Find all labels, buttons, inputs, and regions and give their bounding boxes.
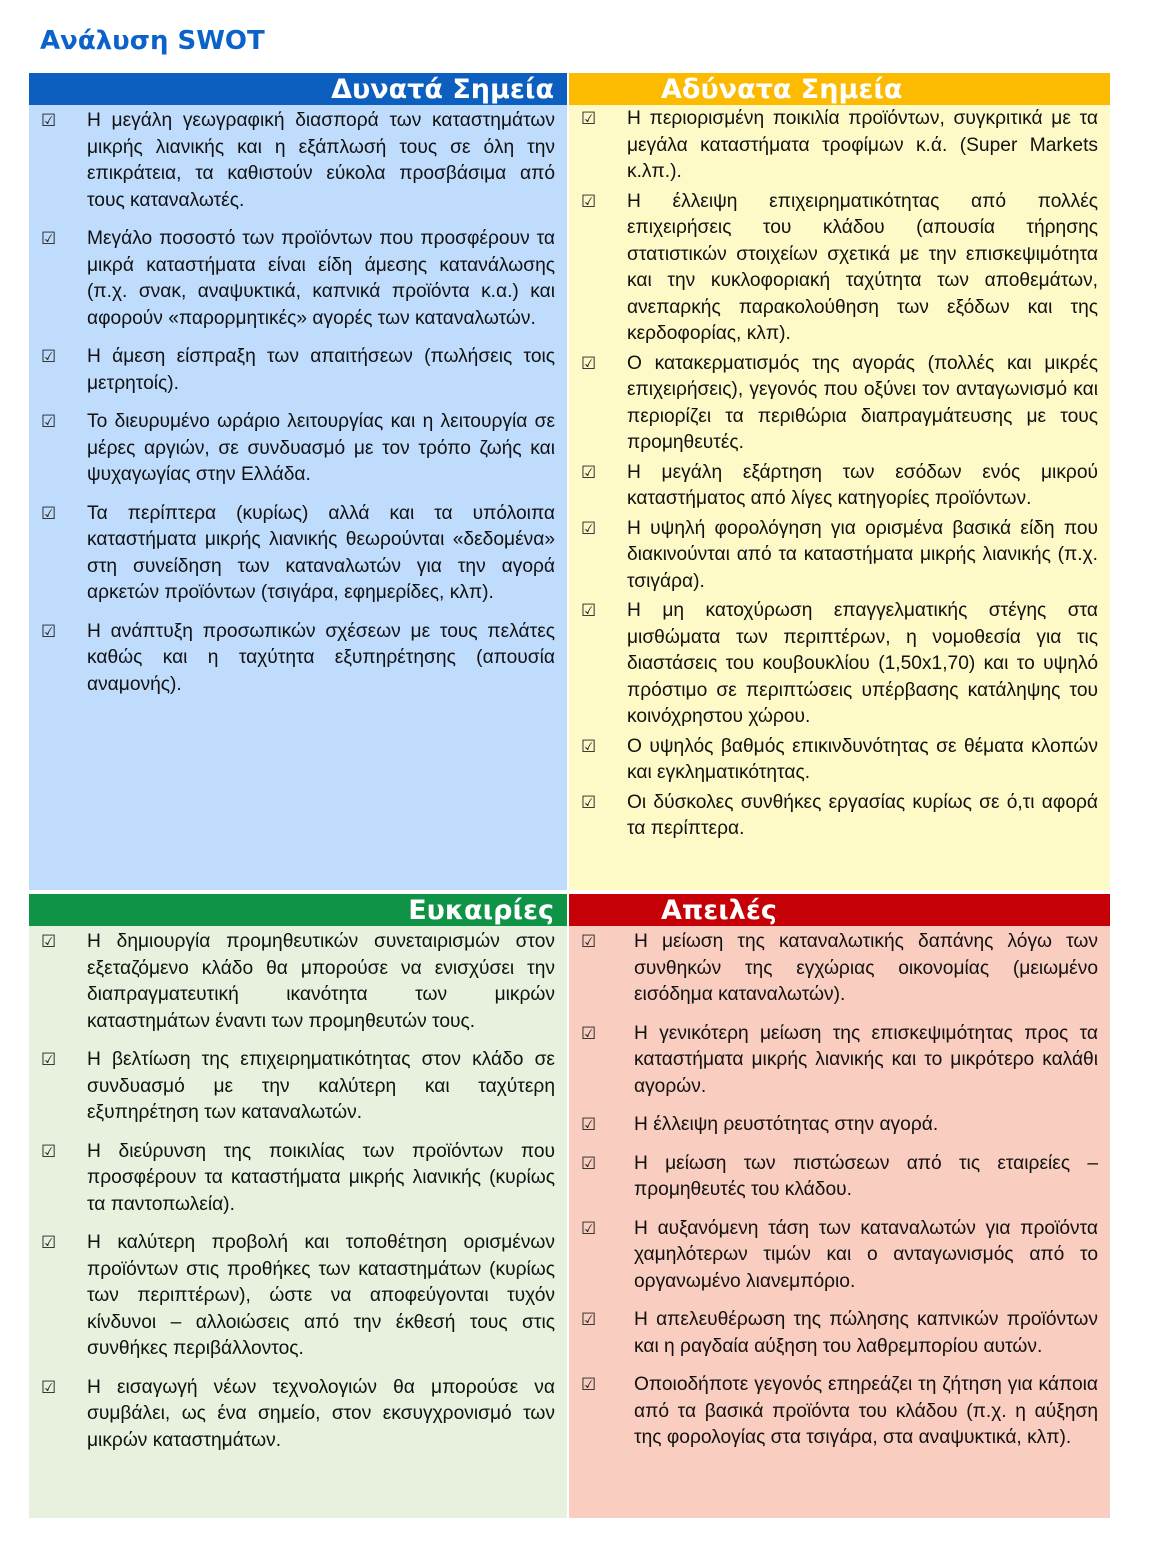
checkbox-icon: ☑ — [581, 1218, 597, 1239]
checkbox-icon: ☑ — [41, 347, 57, 367]
list-item — [41, 1047, 555, 1127]
list-item-text: Η απελευθέρωση της πώλησης καπνικών προϊόντων και η ραγδαία αύξηση του λαθρεμπορίου αυτών. — [634, 1309, 1098, 1357]
list-item-text: Η μη κατοχύρωση επαγγελματικής στέγης στα μισθώματα των περιπτέρων, η νομοθεσία για τις διαστάσεις του κουβουκλίου (1,50x1,70) και το υψηλό πρόστιμο σε περιπτώσεις υπέρβασης κατάληψης του κοινόχρηστου χώρου. — [627, 600, 1098, 727]
list-item-text: Η μείωση της καταναλωτικής δαπάνης λόγω των συνθηκών της εγχώριας οικονομίας (μειωμένο εισόδημα καταναλωτών). — [634, 931, 1098, 1005]
opportunities-header: Ευκαιρίες — [29, 894, 567, 926]
checkbox-icon: ☑ — [581, 792, 597, 813]
list-item-text: Η άμεση είσπραξη των απαιτήσεων (πωλήσεις τοις μετρητοίς). — [87, 346, 555, 394]
list-item-text: Το διευρυμένο ωράριο λειτουργίας και η λειτουργία σε μέρες αργιών, σε συνδυασμό με τον τρόπο ζωής και ψυχαγωγίας στην Ελλάδα. — [87, 411, 555, 485]
checkbox-icon: ☑ — [581, 109, 597, 129]
checkbox-icon: ☑ — [581, 1375, 597, 1395]
opportunities-list — [29, 926, 567, 1454]
weaknesses-list — [569, 105, 1110, 843]
checkbox-icon: ☑ — [581, 1153, 597, 1174]
weaknesses-header: Αδύνατα Σημεία — [569, 73, 1110, 105]
checkbox-icon: ☑ — [41, 503, 57, 524]
checkbox-icon: ☑ — [41, 1377, 57, 1398]
weaknesses-quadrant — [569, 73, 1110, 890]
page-title: Ανάλυση SWOT — [40, 26, 265, 56]
checkbox-icon: ☑ — [581, 1023, 597, 1044]
list-item — [41, 409, 555, 489]
checkbox-icon: ☑ — [581, 1310, 597, 1330]
list-item — [581, 1151, 1098, 1204]
checkbox-icon: ☑ — [41, 1141, 57, 1162]
list-item-text: Η έλλειψη ρευστότητας στην αγορά. — [634, 1114, 939, 1135]
swot-grid — [29, 73, 1110, 1518]
checkbox-icon: ☑ — [581, 191, 597, 212]
list-item — [41, 1375, 555, 1455]
list-item — [41, 226, 555, 332]
list-item-text: Τα περίπτερα (κυρίως) αλλά και τα υπόλοιπα καταστήματα μικρής λιανικής θεωρούνται «δεδομένα» στη συνείδηση των καταναλωτών για την αγορά αρκετών προϊόντων (τσιγάρα, εφημερίδες, κλπ). — [87, 502, 555, 603]
checkbox-icon: ☑ — [581, 1115, 597, 1135]
list-item — [581, 516, 1098, 596]
list-item — [41, 108, 555, 214]
checkbox-icon: ☑ — [581, 601, 597, 621]
list-item — [581, 1021, 1098, 1101]
list-item — [581, 1307, 1098, 1360]
threats-header: Απειλές — [569, 894, 1110, 926]
list-item-text: Η μείωση των πιστώσεων από τις εταιρείες – προμηθευτές του κλάδου. — [634, 1152, 1098, 1200]
list-item-text: Μεγάλο ποσοστό των προϊόντων που προσφέρουν τα μικρά καταστήματα είναι είδη άμεσης κατανάλωσης (π.χ. σνακ, αναψυκτικά, καπνικά προϊόντα κ.α.) και αφορούν «παρορμητικές» αγορές των καταναλωτών. — [87, 228, 555, 329]
list-item — [581, 106, 1098, 186]
list-item — [581, 189, 1098, 348]
checkbox-icon: ☑ — [581, 518, 597, 539]
list-item — [581, 790, 1098, 843]
list-item-text: Η μεγάλη γεωγραφική διασπορά των καταστημάτων μικρής λιανικής και η εξάπλωσή τους σε όλη την επικράτεια, τα καθιστούν εύκολα προσβάσιμα από τους καταναλωτές. — [87, 110, 555, 211]
threats-list — [569, 926, 1110, 1452]
list-item-text: Η υψηλή φορολόγηση για ορισμένα βασικά είδη που διακινούνται από τα καταστήματα μικρής λιανικής (π.χ. τσιγάρα). — [627, 517, 1098, 592]
checkbox-icon: ☑ — [581, 736, 597, 757]
opportunities-quadrant — [29, 890, 569, 1518]
checkbox-icon: ☑ — [41, 1233, 57, 1253]
list-item-text: Ο κατακερματισμός της αγοράς (πολλές και μικρές επιχειρήσεις), γεγονός που οξύνει τον ανταγωνισμό και περιορίζει τα περιθώρια διαπραγμάτευσης με τους προμηθευτές. — [627, 352, 1098, 453]
checkbox-icon: ☑ — [41, 1050, 57, 1070]
list-item — [581, 460, 1098, 513]
list-item — [41, 619, 555, 699]
list-item — [581, 598, 1098, 731]
strengths-header: Δυνατά Σημεία — [29, 73, 567, 105]
list-item — [41, 1230, 555, 1363]
list-item — [581, 929, 1098, 1009]
checkbox-icon: ☑ — [581, 932, 597, 952]
strengths-list — [29, 105, 567, 698]
list-item — [581, 1112, 1098, 1139]
threats-quadrant — [569, 890, 1110, 1518]
list-item-text: Οποιοδήποτε γεγονός επηρεάζει τη ζήτηση για κάποια από τα βασικά προϊόντα του κλάδου (π.χ. η αύξηση της φορολογίας στα τσιγάρα, στα αναψυκτικά, κλπ). — [634, 1374, 1098, 1448]
list-item-text: Η αυξανόμενη τάση των καταναλωτών για προϊόντα χαμηλότερων τιμών και ο ανταγωνισμός από το οργανωμένο λιανεμπόριο. — [634, 1217, 1098, 1292]
list-item-text: Η διεύρυνση της ποικιλίας των προϊόντων που προσφέρουν τα καταστήματα μικρής λιανικής (κυρίως τα παντοπωλεία). — [87, 1140, 555, 1215]
list-item — [581, 351, 1098, 457]
list-item-text: Η καλύτερη προβολή και τοποθέτηση ορισμένων προϊόντων στις προθήκες των καταστημάτων (κυρίως των περιπτέρων), ώστε να αποφεύγονται τυχόν κίνδυνοι – αλλοιώσεις από την έκθεσή τους στις συνθήκες περιβάλλοντος. — [87, 1232, 555, 1359]
list-item-text: Η μεγάλη εξάρτηση των εσόδων ενός μικρού καταστήματος από λίγες κατηγορίες προϊόντων. — [627, 461, 1098, 509]
list-item — [41, 344, 555, 397]
list-item-text: Η εισαγωγή νέων τεχνολογιών θα μπορούσε να συμβάλει, ως ένα σημείο, στον εκσυγχρονισμό των μικρών καταστημάτων. — [87, 1376, 555, 1451]
checkbox-icon: ☑ — [41, 932, 57, 952]
checkbox-icon: ☑ — [581, 353, 597, 374]
checkbox-icon: ☑ — [41, 621, 57, 642]
list-item-text: Η περιορισμένη ποικιλία προϊόντων, συγκριτικά με τα μεγάλα καταστήματα τροφίμων κ.ά. (Super Markets κ.λπ.). — [627, 108, 1098, 182]
list-item — [41, 501, 555, 607]
checkbox-icon: ☑ — [581, 462, 597, 483]
checkbox-icon: ☑ — [41, 412, 57, 432]
list-item — [41, 929, 555, 1035]
list-item-text: Η βελτίωση της επιχειρηματικότητας στον κλάδο σε συνδυασμό με την καλύτερη και ταχύτερη εξυπηρέτηση των καταναλωτών. — [87, 1049, 555, 1123]
list-item — [41, 1139, 555, 1219]
list-item-text: Η γενικότερη μείωση της επισκεψιμότητας προς τα καταστήματα μικρής λιανικής και το μικρότερο καλάθι αγορών. — [634, 1022, 1098, 1097]
list-item — [581, 1216, 1098, 1296]
checkbox-icon: ☑ — [41, 111, 57, 131]
checkbox-icon: ☑ — [41, 229, 57, 249]
list-item-text: Η ανάπτυξη προσωπικών σχέσεων με τους πελάτες καθώς και η ταχύτητα εξυπηρέτησης (απουσία αναμονής). — [87, 620, 555, 695]
list-item-text: Η έλλειψη επιχειρηματικότητας από πολλές επιχειρήσεις του κλάδου (απουσία τήρησης στατιστικών στοιχείων σχετικά με την επισκεψιμότητα και την κυκλοφοριακή ταχύτητα των αποθεμάτων, ανεπαρκής παρακολούθηση των εξόδων και της κερδοφορίας, κλπ). — [627, 190, 1098, 344]
strengths-quadrant — [29, 73, 569, 890]
list-item — [581, 1372, 1098, 1452]
list-item-text: Οι δύσκολες συνθήκες εργασίας κυρίως σε ό,τι αφορά τα περίπτερα. — [627, 791, 1098, 839]
list-item-text: Ο υψηλός βαθμός επικινδυνότητας σε θέματα κλοπών και εγκληματικότητας. — [627, 735, 1098, 783]
list-item-text: Η δημιουργία προμηθευτικών συνεταιρισμών στον εξεταζόμενο κλάδο θα μπορούσε να ενισχύσει την διαπραγματευτική ικανότητα των μικρών καταστημάτων έναντι των προμηθευτών τους. — [87, 931, 555, 1032]
list-item — [581, 734, 1098, 787]
